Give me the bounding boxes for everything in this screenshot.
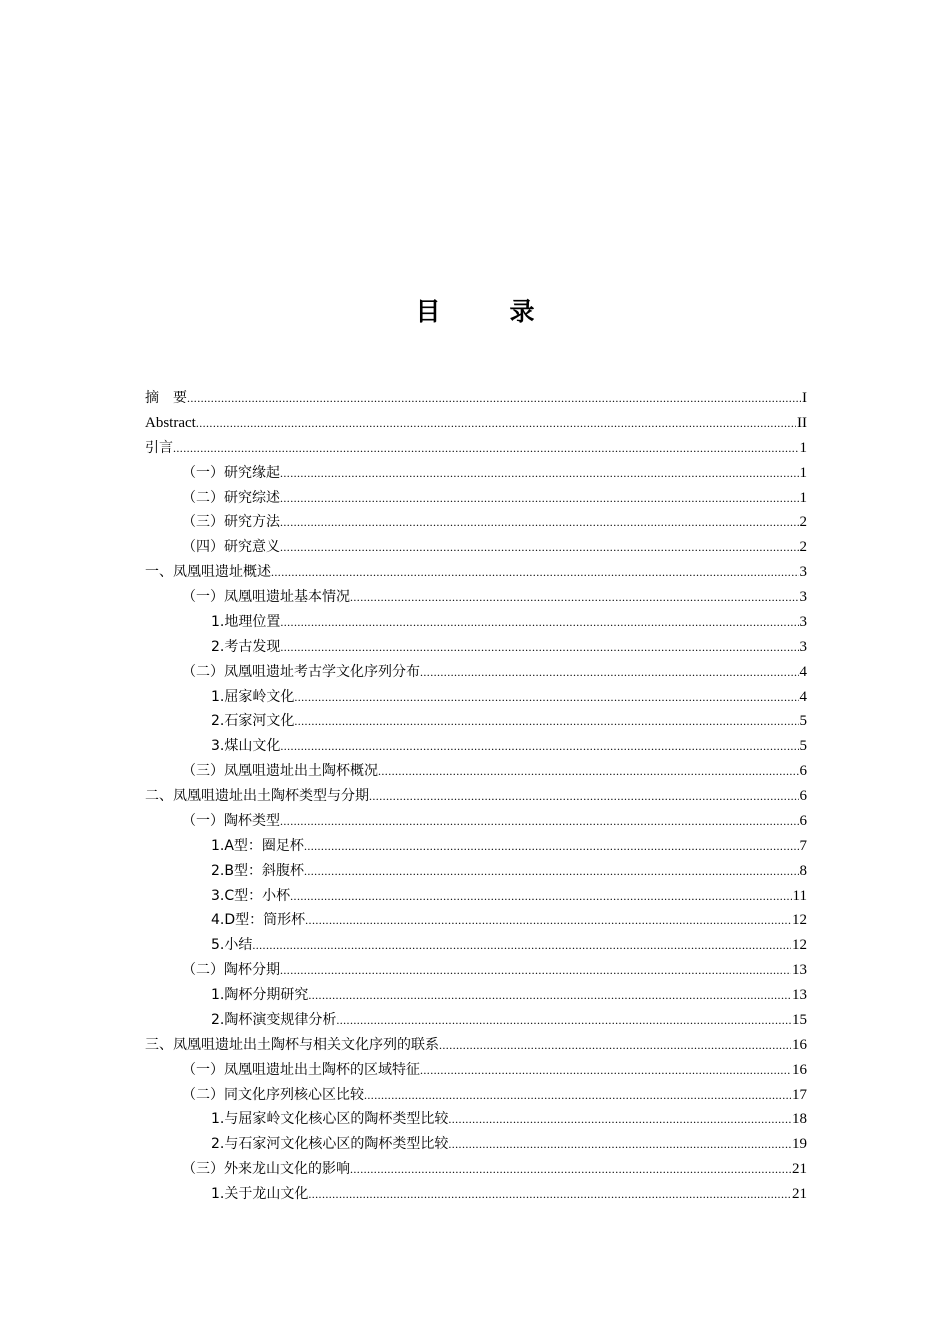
dot-leader (305, 908, 791, 933)
toc-entry-label: 三、凤凰咀遗址出土陶杯与相关文化序列的联系 (145, 1036, 439, 1053)
toc-entry[interactable] (145, 859, 807, 884)
toc-entry[interactable] (145, 709, 807, 734)
toc-entry-label: 1.屈家岭文化 (211, 688, 295, 705)
toc-entry-page-number: 6 (799, 763, 807, 780)
toc-entry[interactable] (145, 386, 807, 411)
toc-entry-label: （二）同文化序列核心区比较 (182, 1086, 364, 1103)
dot-leader (448, 1132, 791, 1157)
dot-leader (308, 983, 791, 1008)
toc-entry-page-number: 2 (799, 539, 807, 556)
toc-entry[interactable] (145, 1033, 807, 1058)
toc-entry-label: （二）凤凰咀遗址考古学文化序列分布 (182, 663, 420, 680)
toc-entry[interactable] (145, 1107, 807, 1132)
toc-entry-page-number: 6 (799, 788, 807, 804)
dot-leader (294, 709, 798, 734)
dot-leader (280, 809, 799, 834)
toc-entry-label: 2.考古发现 (211, 638, 281, 655)
dot-leader (280, 535, 799, 560)
toc-entry-label: Abstract (145, 414, 196, 431)
toc-entry-page-number: 2 (799, 514, 807, 531)
toc-entry[interactable] (145, 884, 807, 909)
dot-leader (252, 933, 791, 958)
toc-entry-label: 1.陶杯分期研究 (211, 987, 309, 1003)
toc-entry-label: 2.与石家河文化核心区的陶杯类型比较 (211, 1136, 449, 1153)
toc-entry[interactable] (145, 685, 807, 710)
dot-leader (378, 759, 799, 784)
toc-entry-page-number: 5 (799, 738, 807, 755)
toc-entry[interactable] (145, 560, 807, 585)
toc-entry-label: 一、凤凰咀遗址概述 (145, 564, 271, 581)
dot-leader (280, 461, 799, 486)
toc-entry[interactable] (145, 834, 807, 859)
toc-entry-label: （四）研究意义 (182, 539, 280, 556)
toc-entry-label: 2.陶杯演变规律分析 (211, 1011, 337, 1028)
toc-entry[interactable] (145, 759, 807, 784)
toc-entry-page-number: 4 (799, 688, 807, 705)
toc-entry[interactable] (145, 1008, 807, 1033)
dot-leader (280, 486, 799, 511)
toc-entry-page-number: II (797, 414, 807, 431)
toc-entry-label: 2.石家河文化 (211, 713, 295, 730)
toc-entry-page-number: 12 (792, 912, 807, 929)
dot-leader (294, 685, 798, 710)
toc-entry-label: 1.与屈家岭文化核心区的陶杯类型比较 (211, 1111, 449, 1128)
dot-leader (350, 1157, 791, 1182)
toc-entry[interactable] (145, 933, 807, 958)
dot-leader (420, 1058, 791, 1083)
toc-entry-page-number: I (802, 390, 807, 406)
toc-entry-page-number: 3 (799, 564, 807, 581)
toc-entry-page-number: 8 (799, 862, 807, 879)
toc-entry-label: （一）凤凰咀遗址基本情况 (182, 589, 350, 605)
toc-entry-page-number: 4 (799, 663, 807, 680)
dot-leader (304, 859, 799, 884)
toc-entry-label: （二）陶杯分期 (182, 962, 280, 979)
toc-entry-label: 摘 要 (145, 390, 187, 406)
toc-entry-page-number: 1 (799, 464, 807, 481)
dot-leader (369, 784, 799, 809)
toc-entry-label: 2.B型：斜腹杯 (211, 862, 304, 879)
toc-entry-label: 3.煤山文化 (211, 738, 281, 755)
toc-entry-page-number: 3 (799, 638, 807, 655)
toc-entry[interactable] (145, 461, 807, 486)
dot-leader (336, 1008, 791, 1033)
toc-entry-label: 引言 (145, 439, 173, 456)
dot-leader (187, 386, 801, 411)
toc-entry-label: 二、凤凰咀遗址出土陶杯类型与分期 (145, 788, 369, 804)
toc-entry-label: 5.小结 (211, 937, 253, 954)
dot-leader (173, 436, 799, 461)
dot-leader (271, 560, 799, 585)
toc-entry-label: 4.D型：筒形杯 (211, 912, 306, 929)
toc-entry-page-number: 19 (792, 1136, 807, 1153)
toc-entry-page-number: 5 (799, 713, 807, 730)
toc-entry-label: （一）凤凰咀遗址出土陶杯的区域特征 (182, 1061, 420, 1078)
toc-entry-label: 1.关于龙山文化 (211, 1186, 309, 1202)
dot-leader (350, 585, 799, 610)
dot-leader (196, 411, 796, 436)
toc-entry-label: 3.C型：小杯 (211, 887, 291, 904)
dot-leader (439, 1033, 791, 1058)
toc-entry[interactable] (145, 809, 807, 834)
toc-entry-page-number: 17 (792, 1086, 807, 1103)
dot-leader (280, 958, 791, 983)
toc-entry-label: （一）陶杯类型 (182, 812, 280, 829)
toc-entry[interactable] (145, 1182, 807, 1207)
toc-entry[interactable] (145, 510, 807, 535)
toc-entry-page-number: 3 (799, 613, 807, 630)
toc-entry[interactable] (145, 734, 807, 759)
toc-entry-label: （三）外来龙山文化的影响 (182, 1161, 350, 1178)
dot-leader (364, 1083, 791, 1108)
toc-entry-label: 1.A型：圈足杯 (211, 837, 304, 854)
dot-leader (280, 635, 798, 660)
toc-entry[interactable] (145, 958, 807, 983)
dot-leader (420, 660, 799, 685)
toc-entry-label: （三）研究方法 (182, 514, 280, 531)
dot-leader (280, 510, 799, 535)
toc-entry[interactable] (145, 486, 807, 511)
dot-leader (308, 1182, 791, 1207)
dot-leader (280, 610, 798, 635)
toc-entry[interactable] (145, 1083, 807, 1108)
dot-leader (448, 1107, 791, 1132)
toc-entry[interactable] (145, 983, 807, 1008)
toc-entry-label: （二）研究综述 (182, 489, 280, 506)
toc-entry[interactable] (145, 1058, 807, 1083)
toc-entry-page-number: 7 (799, 837, 807, 854)
dot-leader (290, 884, 791, 909)
table-of-contents (145, 386, 807, 1207)
toc-entry-page-number: 11 (792, 887, 807, 904)
dot-leader (304, 834, 799, 859)
toc-entry-page-number: 6 (799, 812, 807, 829)
toc-entry[interactable] (145, 908, 807, 933)
toc-entry[interactable] (145, 535, 807, 560)
toc-entry-label: （一）研究缘起 (182, 464, 280, 481)
toc-entry-page-number: 18 (792, 1111, 807, 1128)
toc-entry-label: （三）凤凰咀遗址出土陶杯概况 (182, 763, 378, 780)
toc-entry-page-number: 1 (799, 489, 807, 506)
toc-entry[interactable] (145, 610, 807, 635)
toc-entry-page-number: 21 (792, 1186, 807, 1202)
dot-leader (280, 734, 798, 759)
toc-entry-page-number: 1 (799, 439, 807, 456)
toc-entry[interactable] (145, 411, 807, 436)
toc-entry-label: 1.地理位置 (211, 613, 281, 630)
toc-entry-page-number: 13 (792, 962, 807, 979)
toc-entry[interactable] (145, 585, 807, 610)
toc-entry-page-number: 21 (792, 1161, 807, 1178)
toc-entry[interactable] (145, 436, 807, 461)
toc-entry-page-number: 12 (792, 937, 807, 954)
toc-title: 目 录 (415, 297, 557, 326)
toc-entry-page-number: 15 (792, 1011, 807, 1028)
toc-entry-page-number: 3 (799, 589, 807, 605)
toc-entry[interactable] (145, 1132, 807, 1157)
toc-entry-page-number: 16 (792, 1036, 807, 1053)
toc-entry[interactable] (145, 660, 807, 685)
toc-entry-page-number: 16 (792, 1061, 807, 1078)
toc-entry[interactable] (145, 635, 807, 660)
toc-entry[interactable] (145, 1157, 807, 1182)
toc-entry-page-number: 13 (792, 987, 807, 1003)
toc-entry[interactable] (145, 784, 807, 809)
